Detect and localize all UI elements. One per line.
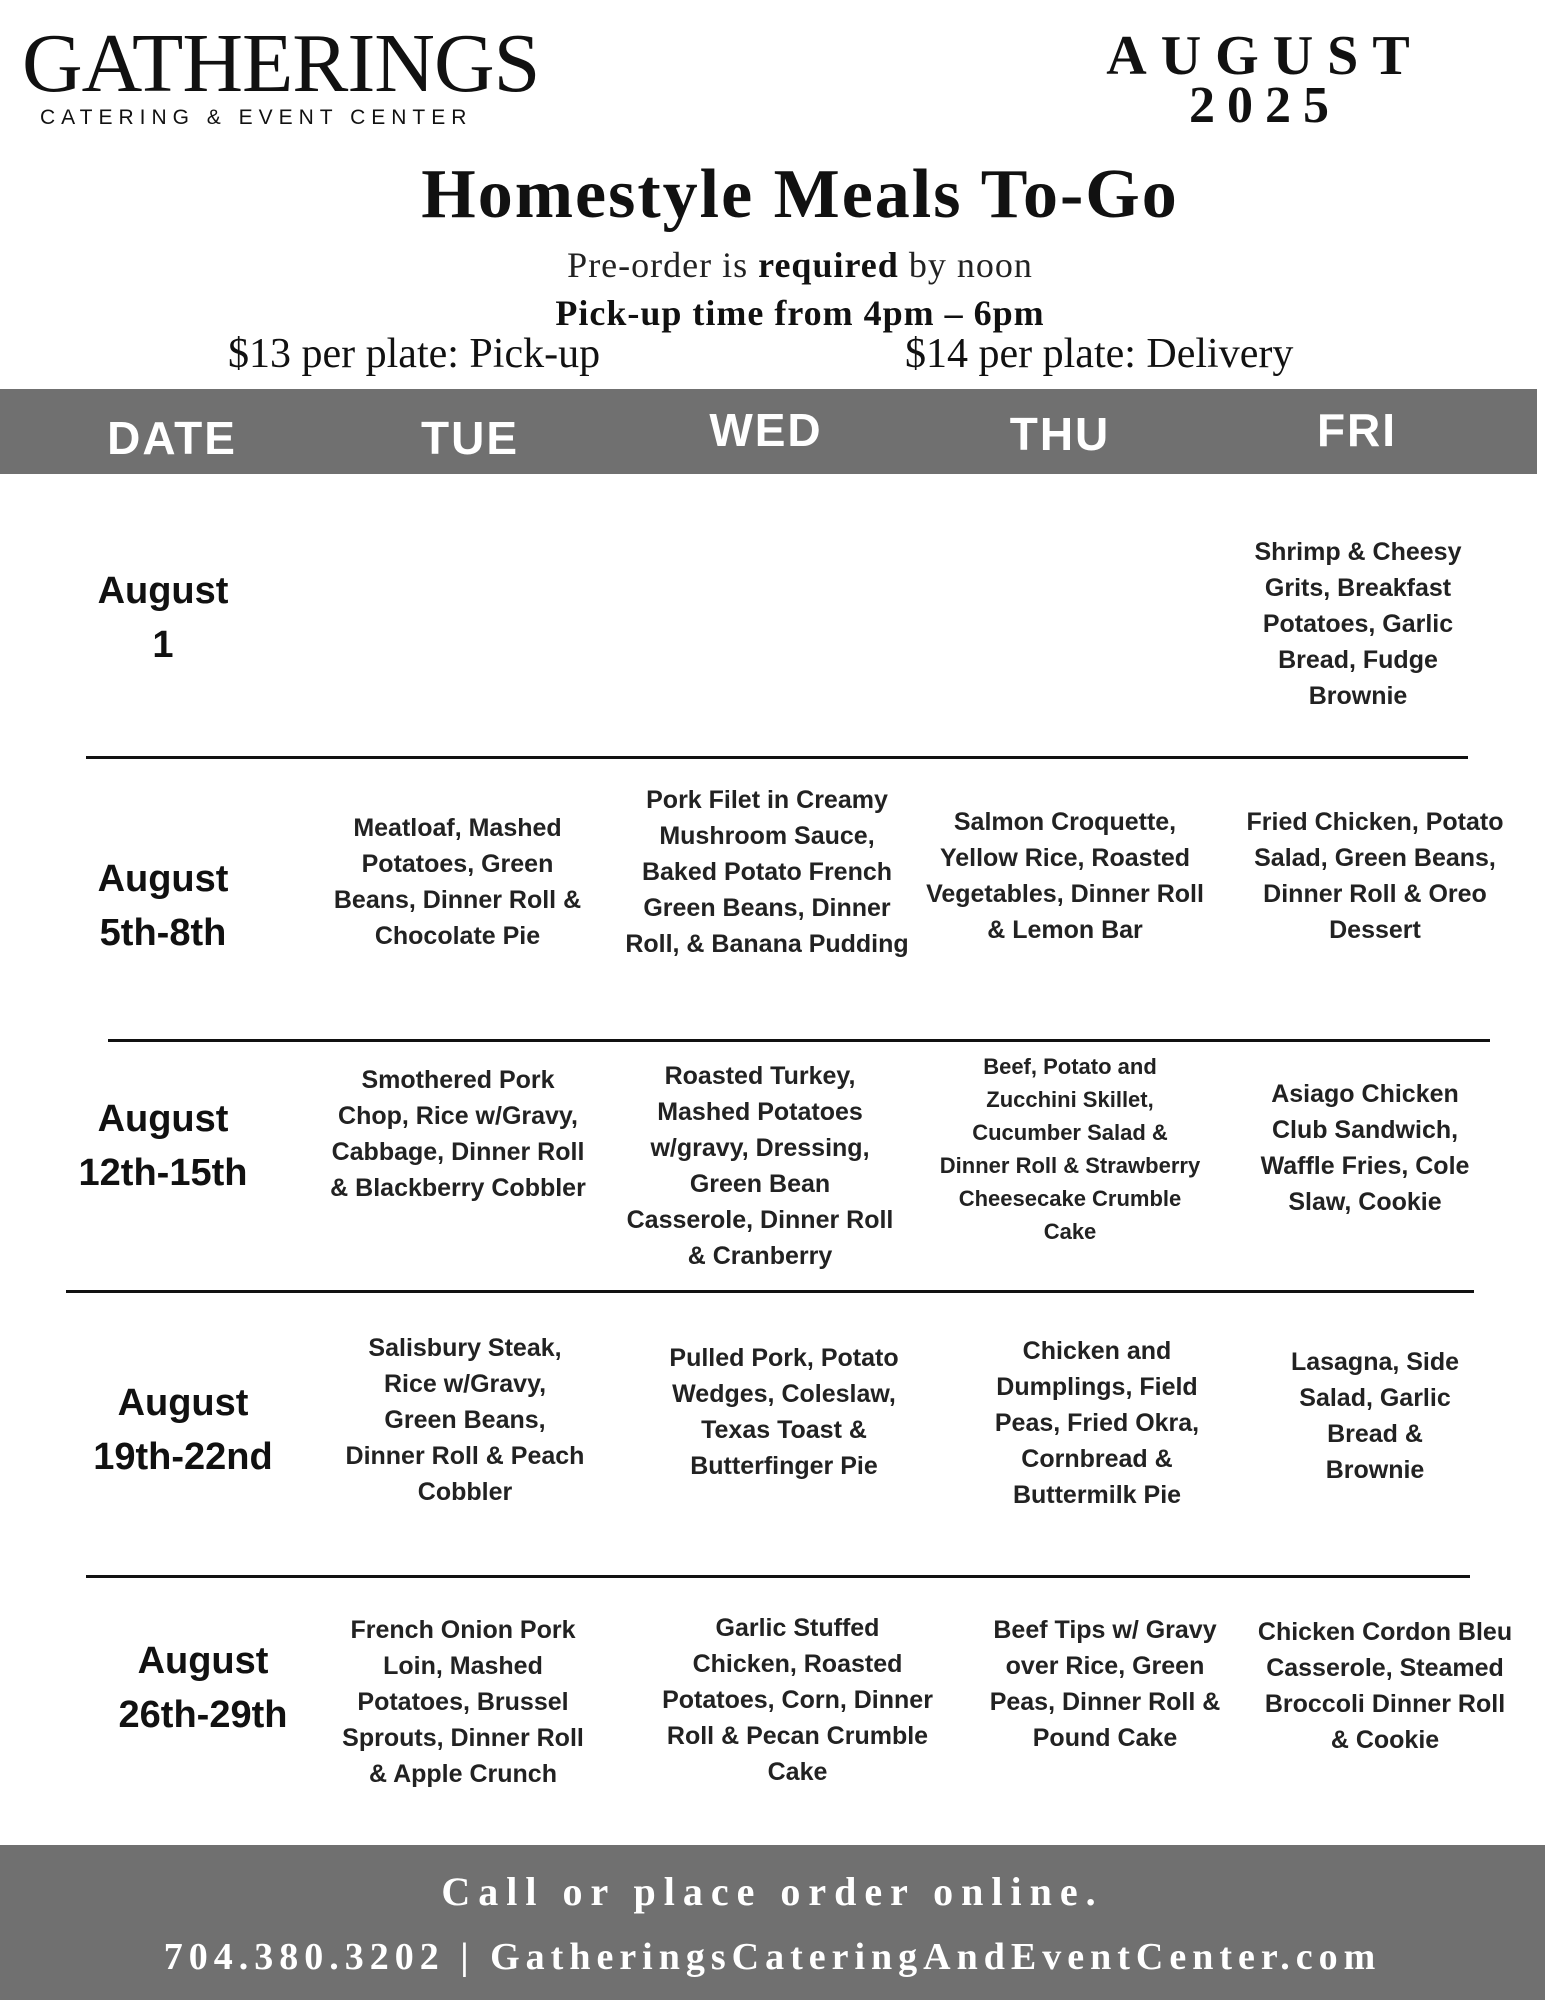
year-label: 2025	[1189, 77, 1341, 134]
brand-tagline: CATERING & EVENT CENTER	[40, 106, 473, 129]
brand-name: GATHERINGS	[22, 17, 540, 110]
row-date	[48, 852, 278, 960]
preorder-line	[0, 244, 1545, 286]
row-divider	[66, 1290, 1474, 1293]
meal-fri: Asiago Chicken Club Sandwich, Waffle Fries, Cole Slaw, Cookie	[1260, 1080, 1470, 1216]
column-header-wed: WED	[709, 404, 823, 456]
meal-thu: Salmon Croquette, Yellow Rice, Roasted Vegetables, Dinner Roll & Lemon Bar	[926, 808, 1204, 944]
meal-wed: Pork Filet in Creamy Mushroom Sauce, Baked Potato French Green Beans, Dinner Roll, & Banana Pudding	[625, 786, 909, 958]
date-month: August	[117, 1382, 249, 1424]
date-range: 1	[152, 624, 174, 666]
meal-fri: Fried Chicken, Potato Salad, Green Beans, Dinner Roll & Oreo Dessert	[1246, 808, 1504, 944]
table-header-bar	[0, 389, 1537, 474]
meal-wed: Pulled Pork, Potato Wedges, Coleslaw, Texas Toast & Butterfinger Pie	[669, 1344, 899, 1480]
date-range: 5th-8th	[99, 912, 227, 954]
month-label: AUGUST	[1106, 25, 1424, 87]
meal-thu: Beef, Potato and Zucchini Skillet, Cucumber Salad & Dinner Roll & Strawberry Cheesecake Crumble Cake	[939, 1054, 1201, 1244]
price-pickup: $13 per plate: Pick-up	[228, 331, 601, 377]
column-header-tue: TUE	[421, 412, 519, 464]
row-date	[88, 1634, 318, 1742]
preorder-required: required	[758, 245, 899, 285]
date-range: 26th-29th	[118, 1694, 288, 1736]
meal-tue: Salisbury Steak, Rice w/Gravy, Green Beans, Dinner Roll & Peach Cobbler	[345, 1334, 585, 1506]
date-range: 12th-15th	[78, 1152, 248, 1194]
meal-thu: Chicken and Dumplings, Field Peas, Fried Okra, Cornbread & Buttermilk Pie	[994, 1337, 1200, 1509]
meal-wed: Roasted Turkey, Mashed Potatoes w/gravy, Dressing, Green Bean Casserole, Dinner Roll & Cranberry	[626, 1062, 894, 1270]
date-month: August	[97, 1098, 229, 1140]
preorder-prefix: Pre-order is	[567, 245, 759, 285]
price-delivery: $14 per plate: Delivery	[905, 331, 1294, 377]
column-header-date: DATE	[107, 412, 237, 464]
date-month: August	[97, 570, 229, 612]
row-date	[48, 564, 278, 672]
meal-thu: Beef Tips w/ Gravy over Rice, Green Peas, Dinner Roll & Pound Cake	[989, 1616, 1221, 1752]
date-month: August	[97, 858, 229, 900]
meal-wed: Garlic Stuffed Chicken, Roasted Potatoes, Corn, Dinner Roll & Pecan Crumble Cake	[662, 1614, 933, 1786]
page-title: Homestyle Meals To-Go	[421, 156, 1179, 233]
meal-fri: Chicken Cordon Bleu Casserole, Steamed Broccoli Dinner Roll & Cookie	[1257, 1618, 1513, 1754]
meal-fri: Lasagna, Side Salad, Garlic Bread & Brownie	[1290, 1348, 1460, 1484]
row-divider	[86, 1575, 1470, 1578]
pickup-time: Pick-up time from 4pm – 6pm	[555, 293, 1045, 333]
meal-tue: French Onion Pork Loin, Mashed Potatoes, Brussel Sprouts, Dinner Roll & Apple Crunch	[342, 1616, 584, 1788]
preorder-suffix: by noon	[898, 245, 1033, 285]
row-divider	[86, 756, 1468, 759]
meal-fri: Shrimp & Cheesy Grits, Breakfast Potatoes, Garlic Bread, Fudge Brownie	[1254, 538, 1462, 710]
footer-contact[interactable]: 704.380.3202 | GatheringsCateringAndEventCenter.com	[163, 1936, 1382, 1978]
row-date	[48, 1092, 278, 1200]
column-header-fri: FRI	[1316, 404, 1398, 456]
meal-tue: Smothered Pork Chop, Rice w/Gravy, Cabbage, Dinner Roll & Blackberry Cobbler	[330, 1066, 586, 1202]
row-divider	[108, 1039, 1490, 1042]
row-date	[68, 1376, 298, 1484]
date-range: 19th-22nd	[93, 1436, 273, 1478]
footer-call-to-action: Call or place order online.	[441, 1869, 1104, 1914]
meal-tue: Meatloaf, Mashed Potatoes, Green Beans, Dinner Roll & Chocolate Pie	[333, 814, 582, 950]
column-header-thu: THU	[1009, 408, 1111, 460]
date-month: August	[137, 1640, 269, 1682]
